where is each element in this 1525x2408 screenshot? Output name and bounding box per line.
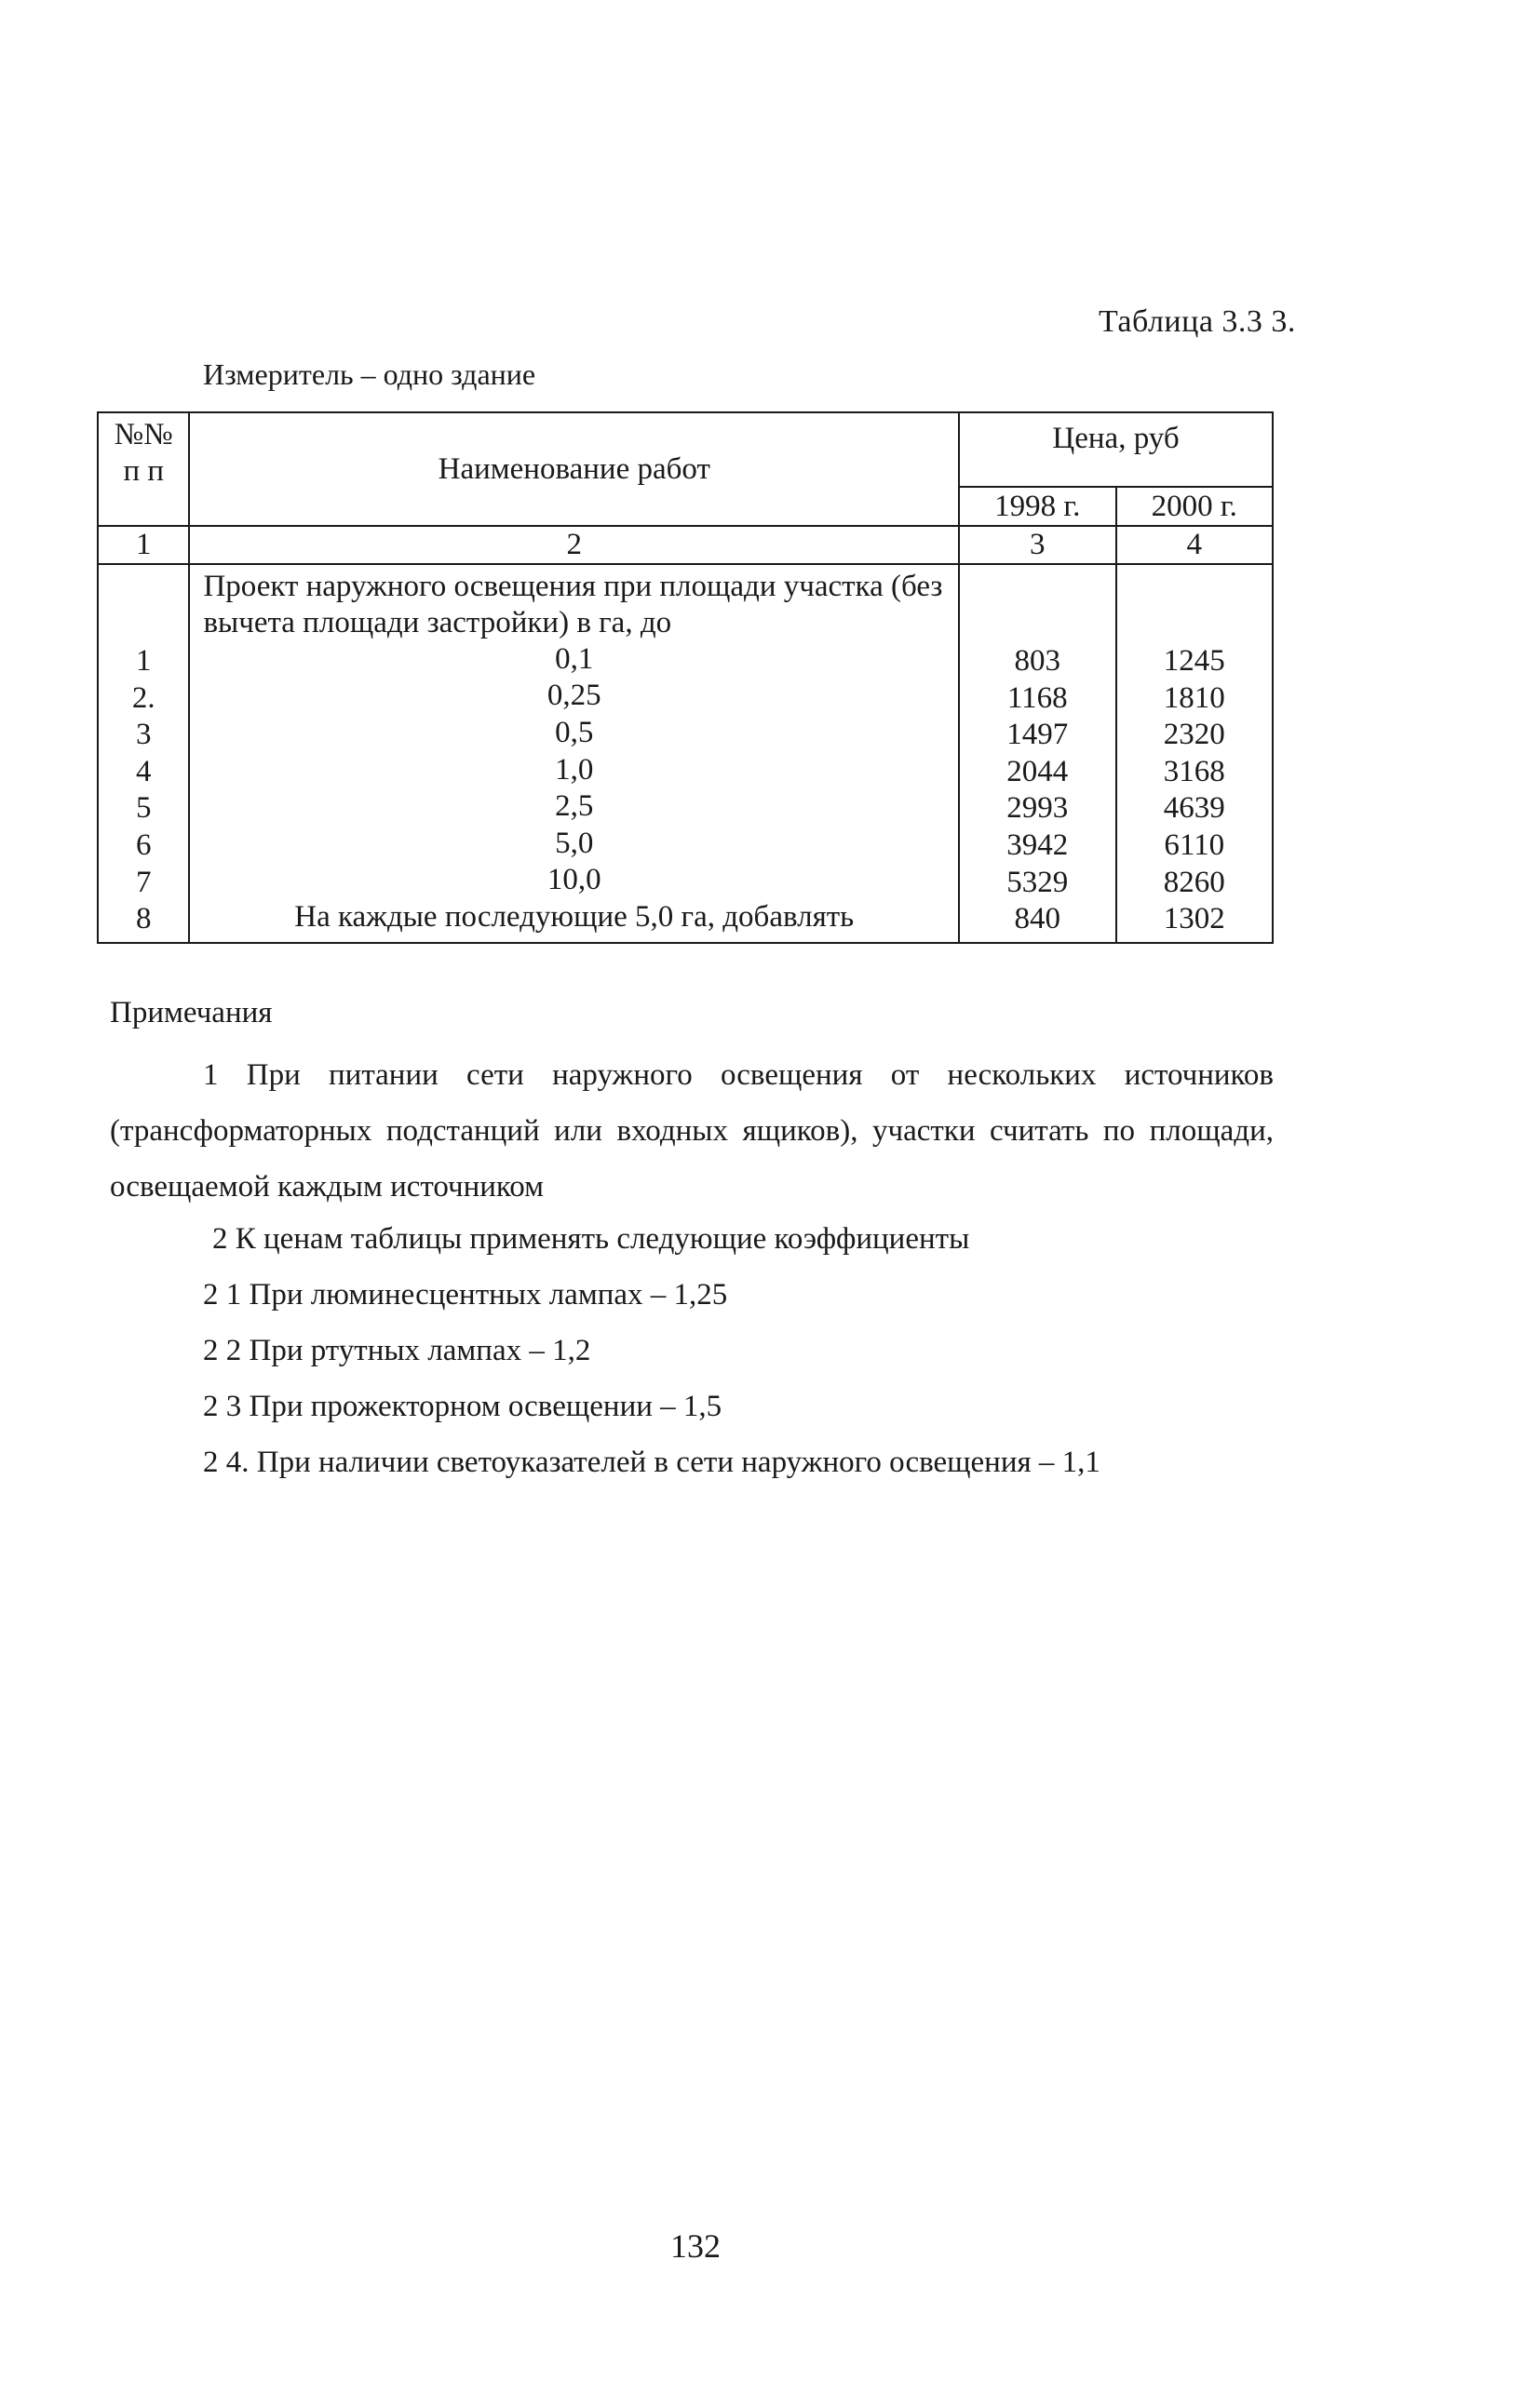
price-1998: 3942 [1006,827,1069,862]
price-1998: 840 [1014,902,1061,936]
header-year-2000: 2000 г. [1116,487,1274,526]
unit-line: Измеритель – одно здание [203,357,536,391]
row-name: 1,0 [555,752,594,787]
column-index: 3 [959,526,1115,564]
intro-text: Проект наружного освещения при площади участка (без вычета площади застройки) в га, до [203,569,943,639]
price-table [97,411,1274,944]
price-2000: 8260 [1163,865,1225,899]
price-1998: 1497 [1006,718,1069,752]
table-header-row [98,412,1273,487]
row-number: 3 [135,718,152,752]
row-number: 8 [135,902,152,936]
column-index-row [98,526,1273,564]
num-column [98,564,189,943]
row-number: 6 [135,827,152,862]
price-2000: 3168 [1163,754,1225,788]
header-name: Наименование работ [189,412,959,526]
price-2000: 2320 [1163,718,1225,752]
row-name: 5,0 [555,826,594,860]
column-index: 1 [98,526,189,564]
page-number: 132 [670,2227,721,2265]
header-price: Цена, руб [959,412,1273,487]
price-1998: 5329 [1006,865,1069,899]
price-2000-column [1116,564,1274,943]
header-year-1998: 1998 г. [959,487,1115,526]
row-number: 5 [135,791,152,826]
row-name: 0,1 [555,641,594,676]
price-1998: 1168 [1006,680,1068,715]
price-1998-column [959,564,1115,943]
price-2000: 1810 [1163,680,1225,715]
row-name: 2,5 [555,789,594,824]
row-name: 0,25 [547,679,601,713]
column-index: 4 [1116,526,1274,564]
row-number: 2. [131,680,155,715]
price-1998: 2044 [1006,754,1069,788]
header-num: №№ п п [98,412,189,526]
price-2000: 6110 [1164,827,1225,862]
notes-heading: Примечания [110,996,273,1029]
row-number: 7 [135,865,152,899]
row-name: На каждые последующие 5,0 га, добавлять [294,899,855,934]
note-2-4: 2 4. При наличии светоуказателей в сети наружного освещения – 1,1 [203,1446,1100,1479]
price-1998: 803 [1014,643,1061,678]
row-name: 10,0 [547,863,601,897]
note-2-2: 2 2 При ртутных лампах – 1,2 [203,1334,591,1367]
row-number: 4 [135,754,152,788]
row-name: 0,5 [555,716,594,749]
note-2-3: 2 3 При прожекторном освещении – 1,5 [203,1390,722,1423]
name-column [189,564,959,943]
table-body-row [98,564,1273,943]
price-1998: 2993 [1006,791,1069,826]
row-number: 1 [135,643,152,678]
note-2: 2 К ценам таблицы применять следующие коэффициенты [212,1222,970,1256]
note-1: 1 При питании сети наружного освещения от нескольких источников (трансформаторных подстанций или входных ящиков), участки считать по площади, освещаемой каждым источником [110,1058,1274,1204]
column-index: 2 [189,526,959,564]
price-2000: 1302 [1163,902,1225,936]
table-title: Таблица 3.3 3. [1099,304,1296,339]
price-2000: 1245 [1163,643,1225,678]
price-2000: 4639 [1163,791,1225,826]
note-2-1: 2 1 При люминесцентных лампах – 1,25 [203,1278,728,1312]
